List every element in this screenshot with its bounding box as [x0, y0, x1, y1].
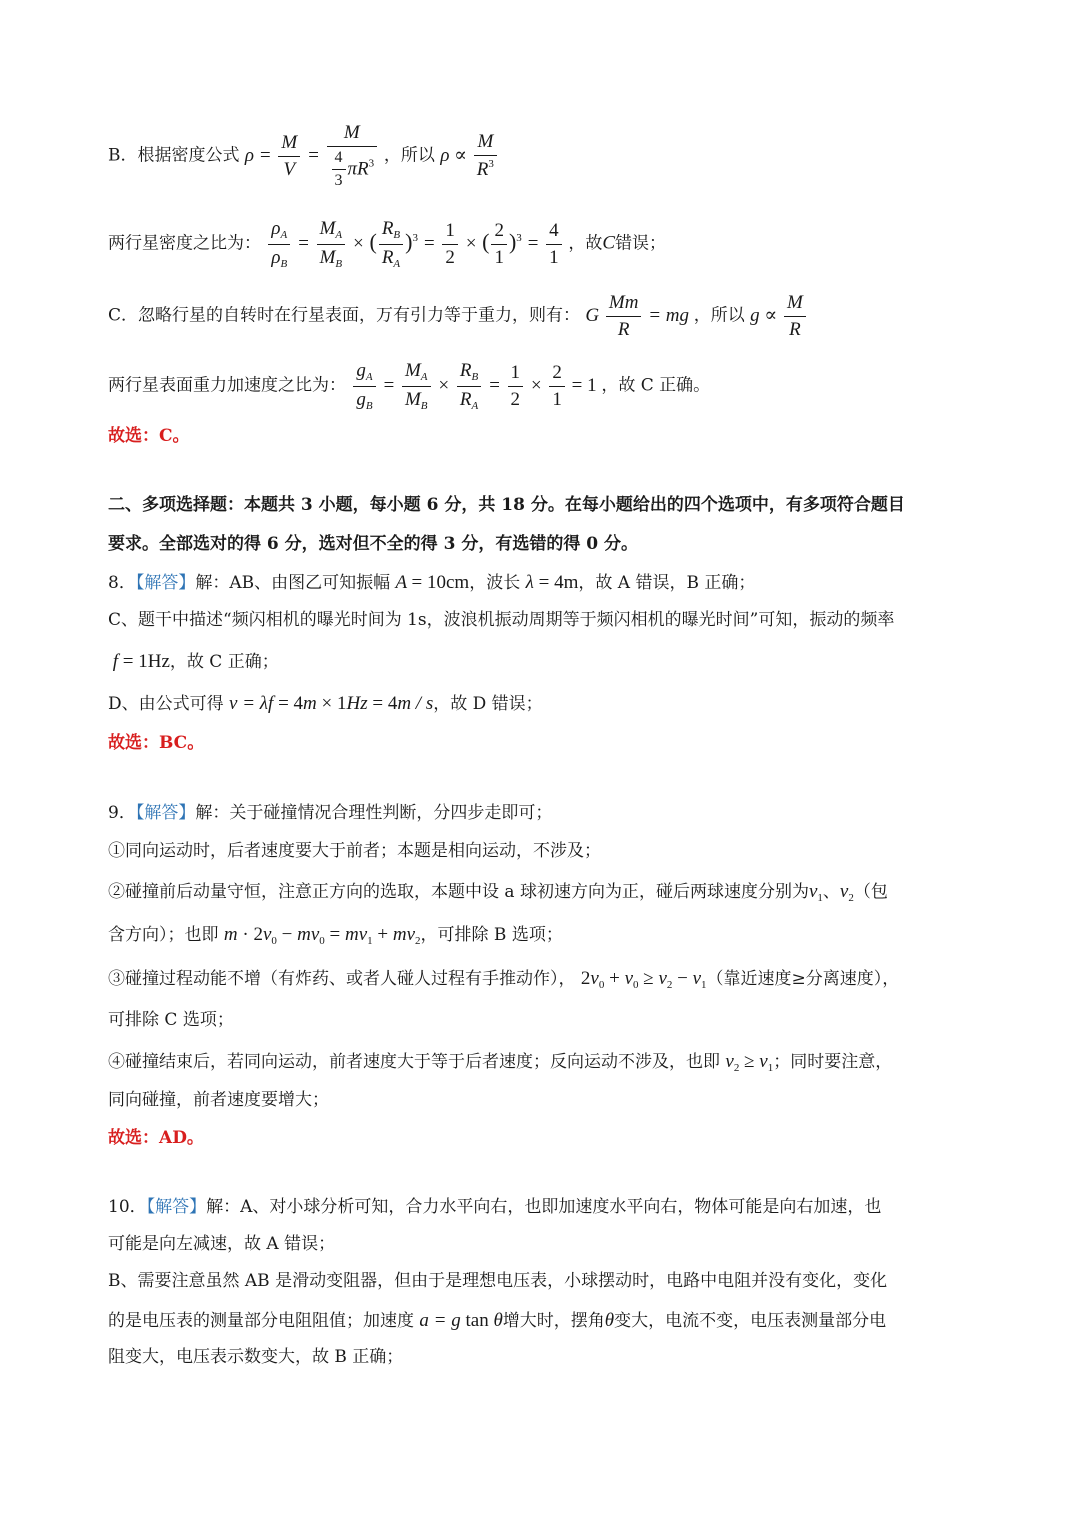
- text: D、由公式可得: [108, 694, 224, 714]
- text: 变大，电流不变，电压表测量部分电: [614, 1311, 887, 1331]
- gravity-ratio-formula: $\frac{g_A}{g_B}$ = $\frac{M_A}{M_B}$ × $\frac{R_B}{R_A}$ = $\frac{1}{2}$ × $\frac{2}{1}$ = 1: [351, 375, 601, 396]
- text: ②碰撞前后动量守恒，注意正方向的选取，本题中设 a 球初速方向为正，碰后两球速度分别为: [108, 882, 809, 902]
- momentum-formula: $m \cdot 2v_0 - mv_0 = mv_1 + mv_2$: [223, 924, 421, 947]
- answer-tag: 【解答】: [135, 803, 196, 823]
- text: 含方向）；也即: [108, 925, 219, 945]
- text: ，波长: [469, 573, 521, 593]
- text: 两行星表面重力加速度之比为：: [108, 375, 346, 396]
- q10-line2: 可能是向左减速，故 A 错误；: [108, 1234, 336, 1254]
- answer-bc: 故选：BC。: [108, 733, 205, 753]
- text: ；同时要注意，: [773, 1052, 893, 1072]
- answer-tag: 【解答】: [146, 1197, 207, 1217]
- text: ，故 A 错误，B 正确；: [578, 573, 756, 593]
- text: ，故: [568, 233, 603, 254]
- density-proportion: ρ ∝ $\frac{M}{R^3}$: [440, 145, 499, 166]
- option-c: C: [602, 232, 616, 254]
- question-number: 9．: [108, 803, 136, 823]
- density-formula: ρ = $\frac{M}{V}$ = M $\frac{4}{3}$ $\pi R^3$: [245, 145, 384, 166]
- q10-line3: B、需要注意虽然 AB 是滑动变阻器，但由于是理想电压表，小球摆动时，电路中电阻并没有变化，变化: [108, 1271, 888, 1291]
- wave-speed-formula: v = λf = 4m × 1Hz = 4m / s: [229, 693, 434, 714]
- text: C．忽略行星的自转时在行星表面，万有引力等于重力，则有：: [108, 305, 581, 326]
- q9-line4: [108, 925, 563, 947]
- velocity-inequality: $2v_0 + v_0 \ge v_2 - v_1$: [580, 968, 707, 991]
- density-ratio-line: [108, 218, 666, 270]
- q9-line1: [108, 805, 552, 822]
- part2-heading-line2: 要求。全部选对的得 6 分，选对但不全的得 3 分，有选错的得 0 分。: [108, 534, 638, 554]
- text: 两行星密度之比为：: [108, 233, 261, 254]
- v2-symbol: $v_2$: [839, 881, 854, 904]
- q8-line1: [108, 573, 755, 592]
- q8-line2: C、题干中描述“频闪相机的曝光时间为 1s，波浪机振动周期等于频闪相机的曝光时间”可知，振动的频率: [108, 610, 895, 630]
- gravity-line: [108, 292, 808, 341]
- text: 错误；: [615, 233, 667, 254]
- density-ratio-formula: $\frac{\rho_A}{\rho_B}$ = $\frac{M_A}{M_B}$ × ( $\frac{R_B}{R_A}$ )$^3$ = $\frac{1}{2}$ × ( $\frac{2}{1}$ )$^3$ = $\frac{4}{1}$: [266, 233, 568, 254]
- q9-line8: 同向碰撞，前者速度要增大；: [108, 1090, 329, 1110]
- density-formula-line: [108, 122, 499, 191]
- gravity-proportion: g ∝ $\frac{M}{R}$: [750, 305, 808, 326]
- text: ③碰撞过程动能不增（有炸药、或者人碰人过程有手推动作），: [108, 969, 576, 989]
- text: 解：AB、由图乙可知振幅: [195, 573, 391, 593]
- q10-line4: [108, 1311, 886, 1330]
- v1-symbol: $v_1$: [808, 881, 823, 904]
- text: ，故 C 正确。: [601, 375, 711, 396]
- q9-line7: [108, 1052, 892, 1074]
- amplitude-formula: A = 10cm: [395, 572, 470, 593]
- text: ，可排除 B 选项；: [420, 925, 563, 945]
- question-number: 8．: [108, 573, 136, 593]
- q9-line6: 可排除 C 选项；: [108, 1010, 234, 1030]
- answer-c: 故选：C。: [108, 426, 190, 446]
- q8-line4: [108, 694, 543, 713]
- theta-symbol: θ: [604, 1310, 615, 1331]
- text: ④碰撞结束后，若同向运动，前者速度大于等于后者速度；反向运动不涉及，也即: [108, 1052, 720, 1072]
- q9-line2: ①同向运动时，后者速度要大于前者；本题是相向运动，不涉及；: [108, 841, 601, 861]
- answer-tag: 【解答】: [135, 573, 196, 593]
- text: （包: [853, 882, 888, 902]
- text: 增大时，摆角: [502, 1311, 605, 1331]
- text: ，故 D 错误；: [433, 694, 543, 714]
- acceleration-formula: a = g tan θ: [419, 1310, 503, 1331]
- wavelength-formula: λ = 4m: [525, 572, 579, 593]
- q10-line1: [108, 1199, 881, 1216]
- part2-heading-line1: 二、多项选择题：本题共 3 小题，每小题 6 分，共 18 分。在每小题给出的四个选项中，有多项符合题目: [108, 495, 905, 515]
- q10-line5: 阻变大，电压表示数变大，故 B 正确；: [108, 1347, 404, 1367]
- text: ，所以: [693, 305, 745, 326]
- text: 解：A、对小球分析可知，合力水平向右，也即加速度水平向右，物体可能是向右加速，也: [206, 1197, 882, 1217]
- text: 的是电压表的测量部分电阻阻值；加速度: [108, 1311, 414, 1331]
- q9-line5: [108, 969, 899, 991]
- text: ，所以: [383, 145, 435, 166]
- q9-line3: [108, 882, 888, 904]
- text: 解：关于碰撞情况合理性判断，分四步走即可；: [195, 803, 553, 823]
- final-velocity-inequality: $v_2 \ge v_1$: [725, 1051, 774, 1074]
- frequency-formula: f = 1Hz: [108, 651, 170, 672]
- text: （靠近速度≥分离速度），: [706, 969, 900, 989]
- gravity-ratio-line: [108, 360, 710, 412]
- gravity-formula: G $\frac{Mm}{R}$ = mg: [585, 292, 694, 340]
- text: B．根据密度公式: [108, 145, 240, 166]
- answer-ad: 故选：AD。: [108, 1128, 204, 1148]
- text: ，故 C 正确；: [169, 652, 279, 672]
- question-number: 10．: [108, 1197, 147, 1217]
- q8-line3: [108, 652, 279, 671]
- text: 、: [822, 882, 840, 902]
